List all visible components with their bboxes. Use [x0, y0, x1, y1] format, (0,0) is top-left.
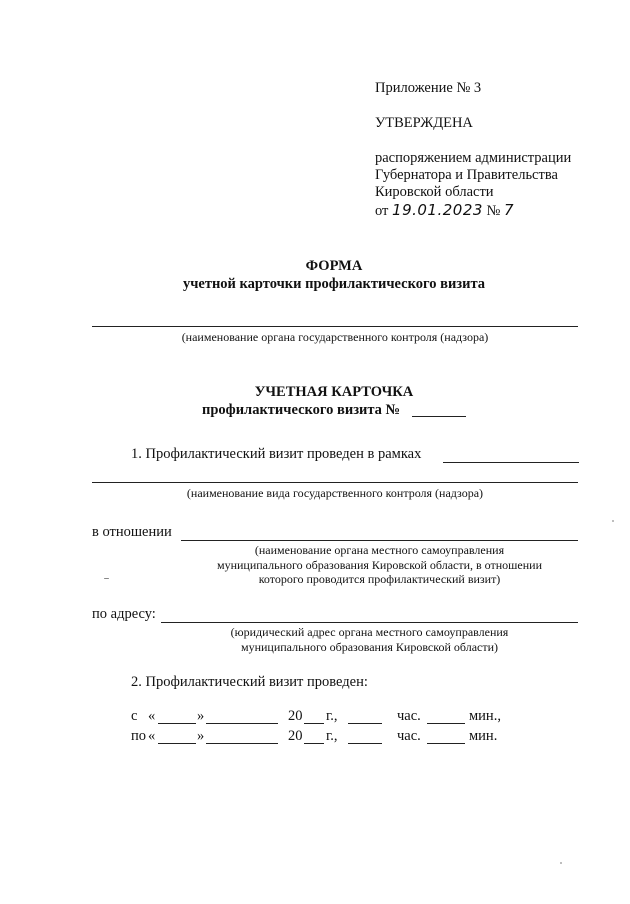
row2-year-blank [304, 743, 324, 744]
scan-speck [560, 862, 562, 864]
card-number-blank [412, 416, 466, 417]
row1-hours-label: час. [397, 708, 421, 724]
control-kind-line [92, 482, 578, 483]
form-subtitle: учетной карточки профилактического визита [182, 276, 486, 292]
regarding-caption-3: которого проводится профилактический визит) [258, 572, 501, 586]
row1-day-blank [158, 723, 196, 724]
approval-line-1: распоряжением администрации [375, 150, 572, 166]
approval-date-line [375, 201, 514, 220]
row1-year-suffix: г., [326, 708, 338, 724]
handwritten-number: 7 [504, 201, 515, 219]
section-1-text: 1. Профилактический визит проведен в рамках [131, 446, 422, 462]
handwritten-date: 19.01.2023 [392, 201, 483, 219]
row2-year-suffix: г., [326, 728, 338, 744]
date-prefix: от [375, 203, 389, 219]
appendix-label: Приложение № 3 [375, 80, 482, 96]
row1-year-blank [304, 723, 324, 724]
row2-day-blank [158, 743, 196, 744]
row2-hours-label: час. [397, 728, 421, 744]
regarding-line [181, 540, 578, 541]
row2-close-quote: » [197, 728, 205, 744]
row2-open-quote: « [148, 728, 156, 744]
approval-line-2: Губернатора и Правительства [375, 167, 558, 183]
address-line [161, 622, 578, 623]
approved-label: УТВЕРЖДЕНА [375, 115, 473, 131]
form-title: ФОРМА [305, 258, 363, 274]
card-subtitle: профилактического визита № [202, 402, 401, 418]
row1-prefix: с [131, 708, 138, 724]
row2-minutes-blank [427, 743, 465, 744]
scan-speck [612, 520, 614, 522]
row2-year: 20 [288, 728, 303, 744]
row1-minutes-blank [427, 723, 465, 724]
regarding-caption-1: (наименование органа местного самоуправления [254, 543, 505, 557]
regarding-caption-2: муниципального образования Кировской области, в отношении [216, 558, 543, 572]
organ-name-line [92, 326, 578, 327]
scan-speck [104, 578, 109, 579]
row1-hours-blank [348, 723, 382, 724]
address-caption-2: муниципального образования Кировской области) [240, 640, 499, 654]
row1-month-blank [206, 723, 278, 724]
section-1-blank [443, 462, 579, 463]
control-kind-caption: (наименование вида государственного контроля (надзора) [186, 486, 484, 500]
address-label: по адресу: [92, 606, 156, 622]
row1-close-quote: » [197, 708, 205, 724]
row2-minutes-label: мин. [469, 728, 498, 744]
row1-year: 20 [288, 708, 303, 724]
regarding-label: в отношении [92, 524, 172, 540]
section-2-text: 2. Профилактический визит проведен: [131, 674, 368, 690]
row2-prefix: по [131, 728, 147, 744]
address-caption-1: (юридический адрес органа местного самоуправления [230, 625, 509, 639]
card-title: УЧЕТНАЯ КАРТОЧКА [254, 384, 414, 400]
number-sign: № [486, 203, 501, 219]
row2-hours-blank [348, 743, 382, 744]
approval-line-3: Кировской области [375, 184, 494, 200]
row1-open-quote: « [148, 708, 156, 724]
row2-month-blank [206, 743, 278, 744]
row1-minutes-label: мин., [469, 708, 501, 724]
organ-caption: (наименование органа государственного контроля (надзора) [181, 330, 489, 344]
